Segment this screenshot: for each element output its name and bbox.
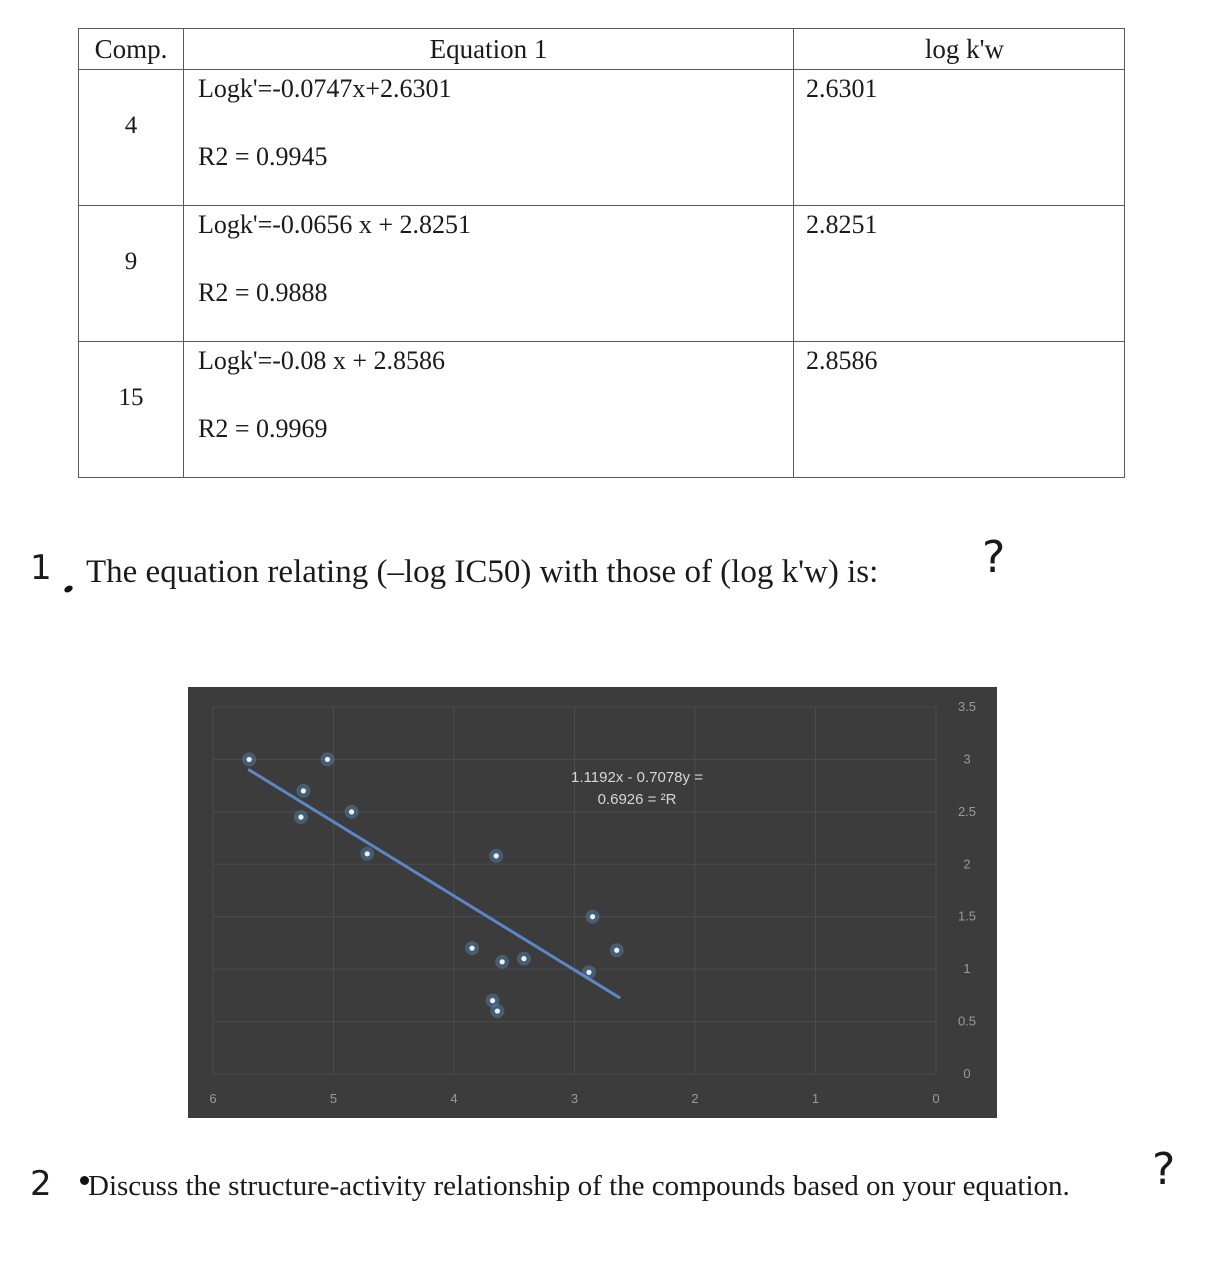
data-point-marker <box>349 809 354 814</box>
data-point <box>320 752 334 766</box>
data-point <box>345 805 359 819</box>
data-point-marker <box>298 815 303 820</box>
data-point-marker <box>590 914 595 919</box>
data-point <box>294 810 308 824</box>
data-point-marker <box>490 998 495 1003</box>
logkw-cell: 2.8586 <box>794 342 1125 478</box>
equation-cell <box>184 342 794 478</box>
y-tick-label: 0 <box>963 1066 971 1081</box>
data-point-marker <box>494 853 499 858</box>
table-row <box>79 70 1125 206</box>
comp-cell: 9 <box>79 206 184 342</box>
equation-cell <box>184 70 794 206</box>
x-tick-label: 3 <box>570 1091 579 1106</box>
data-point-marker <box>301 788 306 793</box>
header-equation: Equation 1 <box>184 29 794 70</box>
x-tick-label: 4 <box>450 1091 458 1106</box>
y-tick-label: 0.5 <box>957 1013 977 1029</box>
question-mark: ? <box>982 532 1006 583</box>
x-tick-label: 0 <box>932 1091 940 1106</box>
data-table <box>78 28 1125 478</box>
x-tick-label: 2 <box>691 1091 699 1106</box>
x-tick-label: 1 <box>811 1091 820 1106</box>
x-tick-label: 5 <box>329 1091 338 1106</box>
data-point <box>582 965 596 979</box>
data-point-marker <box>325 757 330 762</box>
equation-cell <box>184 206 794 342</box>
r2-text: R2 = 0.9969 <box>198 414 328 443</box>
y-tick-label: 1.5 <box>957 908 977 924</box>
comp-cell: 15 <box>79 342 184 478</box>
handwritten-dot <box>63 584 74 594</box>
y-tick-label: 2.5 <box>957 803 977 819</box>
r2-text: R2 = 0.9945 <box>198 142 328 171</box>
equation-text: Logk'=-0.08 x + 2.8586 <box>198 346 446 375</box>
header-logkw: log k'w <box>794 29 1125 70</box>
equation-annotation-line2: 0.6926 = ²R <box>597 791 677 808</box>
table-row <box>79 342 1125 478</box>
data-point <box>489 849 503 863</box>
equation-text: Logk'=-0.0656 x + 2.8251 <box>198 210 472 239</box>
table-row <box>79 206 1125 342</box>
chart-background <box>188 687 997 1118</box>
r2-text: R2 = 0.9888 <box>198 278 328 307</box>
data-point <box>490 1004 504 1018</box>
data-point-marker <box>521 956 526 961</box>
data-point <box>586 910 600 924</box>
y-tick-label: 2 <box>963 856 971 872</box>
question-number: 1 <box>30 548 52 588</box>
data-point-marker <box>586 970 591 975</box>
data-point-marker <box>614 948 619 953</box>
logkw-cell: 2.6301 <box>794 70 1125 206</box>
data-point-marker <box>469 946 474 951</box>
y-tick-label: 1 <box>963 961 971 977</box>
question-text: Discuss the structure-activity relationship of the compounds based on your equation. <box>88 1170 1070 1202</box>
data-point-marker <box>365 851 370 856</box>
data-point <box>242 752 256 766</box>
data-point <box>495 955 509 969</box>
comp-cell: 4 <box>79 70 184 206</box>
question-mark: ? <box>1152 1144 1176 1195</box>
data-point <box>465 941 479 955</box>
header-comp: Comp. <box>79 29 184 70</box>
question-number: 2 <box>30 1164 52 1204</box>
equation-text: Logk'=-0.0747x+2.6301 <box>198 74 452 103</box>
data-point-marker <box>247 757 252 762</box>
data-point-marker <box>500 959 505 964</box>
question-text: The equation relating (–log IC50) with those of (log k'w) is: <box>86 554 879 590</box>
equation-annotation-line1: 1.1192x - 0.7078y = <box>571 769 703 786</box>
data-point-marker <box>495 1008 500 1013</box>
data-point <box>296 784 310 798</box>
data-point <box>360 847 374 861</box>
scatter-chart <box>188 687 997 1118</box>
x-tick-label: 6 <box>209 1091 217 1106</box>
y-tick-label: 3.5 <box>957 699 977 714</box>
data-point <box>517 952 531 966</box>
data-point <box>610 943 624 957</box>
logkw-cell: 2.8251 <box>794 206 1125 342</box>
y-tick-label: 3 <box>963 751 971 767</box>
